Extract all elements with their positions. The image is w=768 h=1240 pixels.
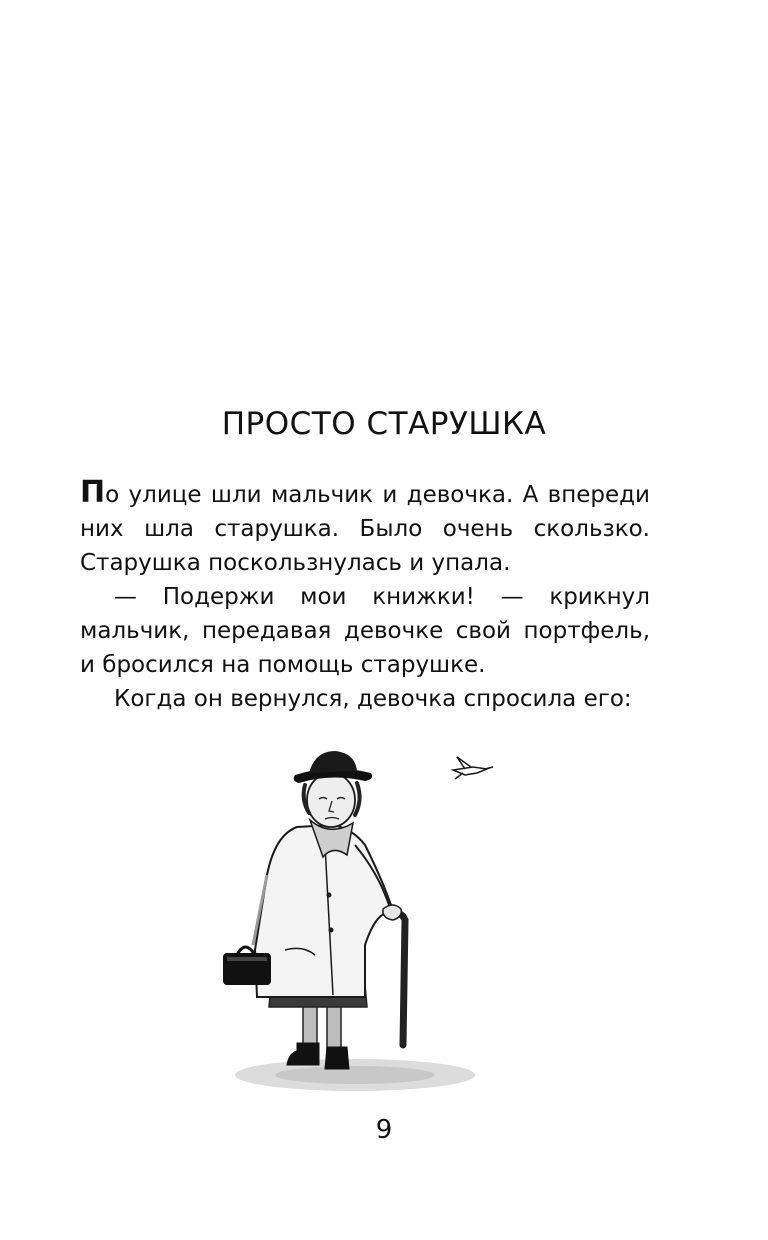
bird-icon <box>453 757 493 779</box>
story-text <box>80 476 650 716</box>
cane <box>393 914 405 1045</box>
face <box>307 773 355 827</box>
paragraph-3: Когда он вернулся, девочка спросила его: <box>114 686 632 712</box>
left-boot <box>287 1043 319 1065</box>
right-boot <box>325 1047 349 1069</box>
hat-crown <box>309 751 357 773</box>
page-number: 9 <box>375 1115 393 1145</box>
chapter-title: ПРОСТО СТАРУШКА <box>221 406 547 442</box>
old-woman-illustration <box>215 745 515 1100</box>
paragraph-1-text: о улице шли мальчик и девочка. А впереди них шла старушка. Было очень скользко. Старушка поскользнулась и упала. <box>80 482 650 576</box>
drop-cap: П <box>80 475 106 510</box>
right-hand <box>383 905 401 920</box>
paragraph-1 <box>80 476 650 580</box>
paragraph-2: — Подержи мои книжки! — крикнул мальчик, передавая девочке свой портфель, и бросился на помощь старушке. <box>80 584 650 678</box>
